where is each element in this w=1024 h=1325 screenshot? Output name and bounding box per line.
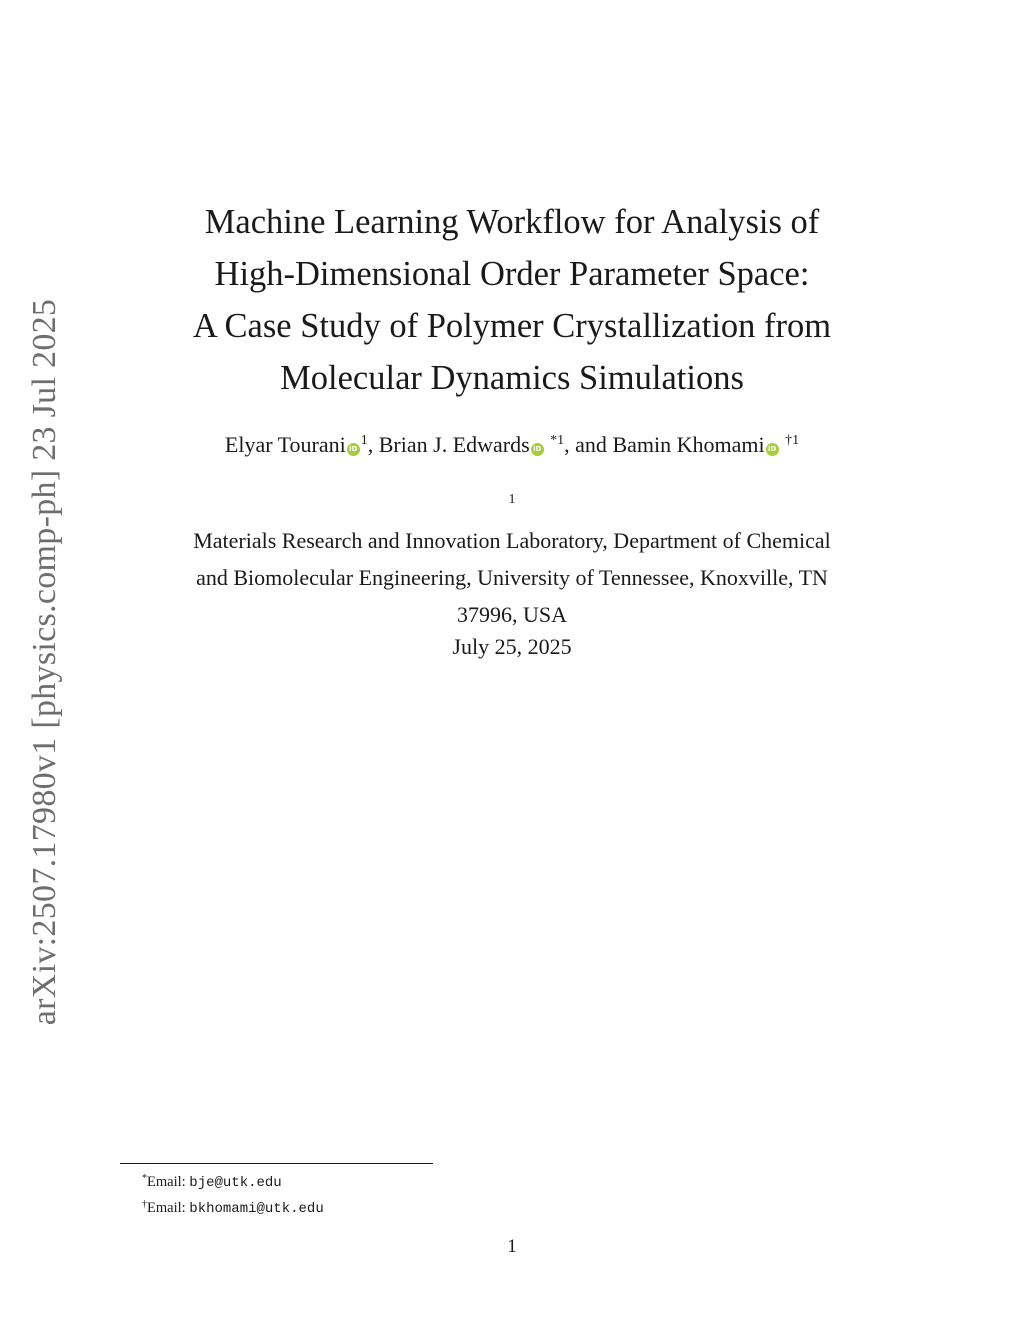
email-link[interactable]: bkhomami@utk.edu bbox=[189, 1201, 324, 1217]
publication-date: July 25, 2025 bbox=[452, 634, 572, 659]
arxiv-identifier-stamp: arXiv:2507.17980v1 [physics.comp-ph] 23 Jul 2025 bbox=[26, 298, 63, 1026]
orcid-icon[interactable]: iD bbox=[347, 443, 360, 456]
author-name: Brian J. Edwards bbox=[378, 432, 530, 457]
page-number: 1 bbox=[507, 1236, 517, 1257]
email-link[interactable]: bje@utk.edu bbox=[189, 1175, 282, 1191]
author-separator: , bbox=[367, 432, 379, 457]
orcid-icon[interactable]: iD bbox=[766, 443, 779, 456]
footnote-mark: * bbox=[142, 1173, 147, 1184]
footnote-item bbox=[142, 1194, 324, 1220]
author-list bbox=[0, 430, 1024, 460]
author-name: Elyar Tourani bbox=[224, 432, 346, 457]
author-name: Bamin Khomami bbox=[612, 432, 765, 457]
affiliation bbox=[0, 485, 1024, 633]
title-line: Molecular Dynamics Simulations bbox=[280, 359, 744, 397]
affiliation-line: 37996, USA bbox=[456, 602, 567, 627]
affiliation-mark: 1 bbox=[508, 492, 516, 507]
footnote-item bbox=[142, 1168, 324, 1194]
affiliation-line: and Biomolecular Engineering, University of Tennessee, Knoxville, TN bbox=[196, 565, 828, 590]
affiliation-text: Materials Research and Innovation Laboratory, Department of Chemical bbox=[193, 528, 831, 553]
footnote-label: Email: bbox=[147, 1200, 190, 1216]
title-line: Machine Learning Workflow for Analysis of bbox=[204, 203, 820, 241]
footnote-label: Email: bbox=[147, 1174, 190, 1190]
title-line: High-Dimensional Order Parameter Space: bbox=[214, 255, 810, 293]
footnotes bbox=[142, 1168, 324, 1220]
paper-title bbox=[0, 196, 1024, 404]
author-affiliation-mark: 1 bbox=[360, 433, 368, 448]
footnote-mark: † bbox=[142, 1199, 147, 1210]
footnote-divider bbox=[120, 1163, 433, 1164]
orcid-icon[interactable]: iD bbox=[531, 443, 544, 456]
author-affiliation-mark: †1 bbox=[785, 433, 800, 448]
affiliation-line bbox=[0, 485, 1024, 559]
author-separator: , and bbox=[564, 432, 613, 457]
author-affiliation-mark: *1 bbox=[550, 433, 565, 448]
title-line: A Case Study of Polymer Crystallization from bbox=[192, 307, 832, 345]
